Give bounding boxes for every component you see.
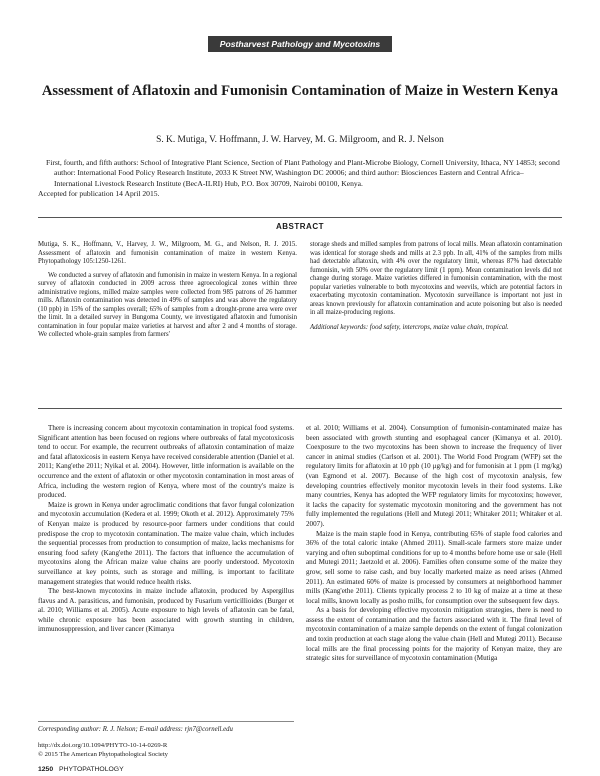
body-paragraph: Maize is grown in Kenya under agroclimatic conditions that favor fungal colonization and mycotoxin accumulation (Kedera et al. 1999; Okoth et al. 2012). Approximately 75% of Kenyan maize is produced by resource-poor farmers under conditions that could predispose the crop to mycotoxin contamination. The maize value chain, which includes the sequential processes from production to consumption of maize, lacks mechanisms for ensuring food safety (Kang'ethe 2011). The factors that influence the accumulation of mycotoxins along the African maize value chains are poorly understood. Mycotoxin surveillance at key points, such as storage and milling, is important to facilitate management strategies that would reduce health risks. bbox=[38, 500, 294, 586]
body-paragraph: As a basis for developing effective mycotoxin mitigation strategies, there is need to assess the extent of contamination and the factors associated with it. The final level of mycotoxin contamination of a maize sample depends on the extent of fungal colonization and toxin production at each stage along the value chain (Hell and Mutegi 2011). Because local mills are the final processing points for the majority of Kenyan maize, they are strategic sites for surveillance of mycotoxin contamination (Mutiga bbox=[306, 606, 562, 663]
body-right-column bbox=[306, 424, 562, 664]
body-paragraph: The best-known mycotoxins in maize include aflatoxin, produced by Aspergillus flavus and A. parasiticus, and fumonisin, produced by Fusarium verticillioides (Burger et al. 2010; Williams et al. 2005). Acute exposure to high levels of aflatoxin can be fatal, while chronic exposure has been associated with growth stunting in children, immunosuppression, and liver cancer (Kimanya bbox=[38, 587, 294, 634]
section-banner: Postharvest Pathology and Mycotoxins bbox=[208, 36, 392, 52]
abstract-box bbox=[38, 217, 562, 409]
page-footer bbox=[38, 766, 124, 773]
footnote-divider bbox=[38, 721, 294, 722]
authors: S. K. Mutiga, V. Hoffmann, J. W. Harvey, M. G. Milgroom, and R. J. Nelson bbox=[156, 135, 444, 145]
abstract-heading: ABSTRACT bbox=[276, 222, 324, 231]
journal-name: PHYTOPATHOLOGY bbox=[59, 766, 124, 773]
abstract-text-right: storage sheds and milled samples from patrons of local mills. Mean aflatoxin contamination was identical for storage sheds and mills at 2.3 ppb. In all, 41% of the samples from mills had detectable aflatoxin, with 4% over the regulatory limit, whereas 87% had detectable fumonisin, with 50% over the regulatory limit (1 ppm). Mean contamination levels did not change during storage. Maize varieties differed in fumonisin contamination, with the most popular varieties vulnerable to both mycotoxins and weevils, which are potential factors in exacerbating mycotoxin contamination. Mycotoxin surveillance is important not just in areas known previously for aflatoxin contamination and acute poisoning but also is needed in all maize-producing regions. bbox=[310, 241, 562, 316]
body-paragraph: et al. 2010; Williams et al. 2004). Consumption of fumonisin-contaminated maize has been associated with growth stunting and esophageal cancer (Kimanya et al. 2010). Coexposure to the two mycotoxins has been shown to increase the frequency of liver cancer in animal studies (Carlson et al. 2001). The World Food Program (WFP) set the regulatory limits for aflatoxin at 10 ppb (10 μg/kg) and for fumonisin at 1 ppm (1 mg/kg) (van Egmond et al. 2007). Because of the high cost of mycotoxin analysis, few developing countries effectively monitor mycotoxin levels in their food systems. Like many countries, Kenya has adopted the WFP regulatory limits for mycotoxins; however, it lacks the capacity for systematic mycotoxin monitoring and the government has not fully implemented the regulations (Hell and Mutegi 2011; Whitaker 2011; Whitaker et al. 2007). bbox=[306, 424, 562, 528]
abstract-citation: Mutiga, S. K., Hoffmann, V., Harvey, J. W., Milgroom, M. G., and Nelson, R. J. 2015. Assessment of aflatoxin and fumonisin contamination of maize in western Kenya. Phytopathology 105:1250-1261. bbox=[38, 241, 297, 265]
abstract-text-left: We conducted a survey of aflatoxin and fumonisin in maize in western Kenya. In a regional survey of aflatoxin conducted in 2009 across three agroecological zones within three administrative regions, milled maize samples were collected from 985 patrons of 26 hammer mills. Aflatoxin contamination was detected in 49% of samples and was above the regulatory (10 ppb) in 15% of the samples overall; 65% of samples from a drought-prone area were over the limit. In a detailed survey in Bungoma County, we investigated aflatoxin and fumonisin contamination in four popular maize varieties at harvest and after 2 and 4 months of storage. We collected whole-grain samples from farmers' bbox=[38, 271, 297, 338]
article-title: Assessment of Aflatoxin and Fumonisin Contamination of Maize in Western Kenya bbox=[41, 83, 559, 99]
doi-link[interactable]: http://dx.doi.org/10.1094/PHYTO-10-14-0269-R bbox=[38, 742, 168, 749]
affiliations: First, fourth, and fifth authors: School of Integrative Plant Science, Section of Plant Pathology and Plant-Microbe Biology, Cornell University, Ithaca, NY 14853; second author: International Food Policy Research Institute, 2033 K Street NW, Washington DC 20006; and third author: Biosciences Eastern and Central Africa–International Livestock Research Institute (BecA-ILRI) Hub, P.O. Box 30709, Nairobi 00100, Kenya. bbox=[46, 158, 560, 188]
copyright-line: © 2015 The American Phytopathological Society bbox=[38, 751, 168, 758]
body-paragraph: There is increasing concern about mycotoxin contamination in tropical food systems. Significant attention has been focused on regions where outbreaks of fatal mycotoxicosis tend to occur. For example, the recurrent outbreaks of aflatoxin contamination of maize and fatal aflatoxicosis in eastern Kenya have received considerable attention (Daniel et al. 2011; Kang'ethe 2011; Nyikal et al. 2004). However, little information is available on the occurrence and the extent of aflatoxin or other mycotoxin contamination in most areas of Africa, including the western region of Kenya, where most of the country's maize is produced. bbox=[38, 424, 294, 500]
body-paragraph: Maize is the main staple food in Kenya, contributing 65% of staple food calories and 36% of the total caloric intake (Ahmed 2011). Small-scale farmers store maize under varying and often suboptimal conditions for up to 4 months before home use or sale (Hell and Mutegi 2011; Jaetzold et al. 2006). Families often consume some of the maize they grow, sell some to raise cash, and buy locally marketed maize as need arises (Ahmed 2011). An estimated 60% of maize is processed by consumers at neighborhood hammer mills (Kang'ethe 2011). Clients typically process 2 to 10 kg of maize at a time at these local mills, known locally as posho mills, for consumption over the subsequent few days. bbox=[306, 529, 562, 605]
page-number: 1250 bbox=[38, 766, 54, 773]
abstract-right-column bbox=[310, 241, 562, 332]
corresponding-author-note: Corresponding author: R. J. Nelson; E-mail address: rjn7@cornell.edu bbox=[38, 726, 233, 733]
abstract-left-column bbox=[38, 241, 297, 340]
doi-block bbox=[38, 741, 294, 759]
abstract-keywords: Additional keywords: food safety, intercrops, maize value chain, tropical. bbox=[310, 323, 509, 331]
body-left-column bbox=[38, 424, 294, 635]
accepted-date: Accepted for publication 14 April 2015. bbox=[38, 189, 160, 198]
